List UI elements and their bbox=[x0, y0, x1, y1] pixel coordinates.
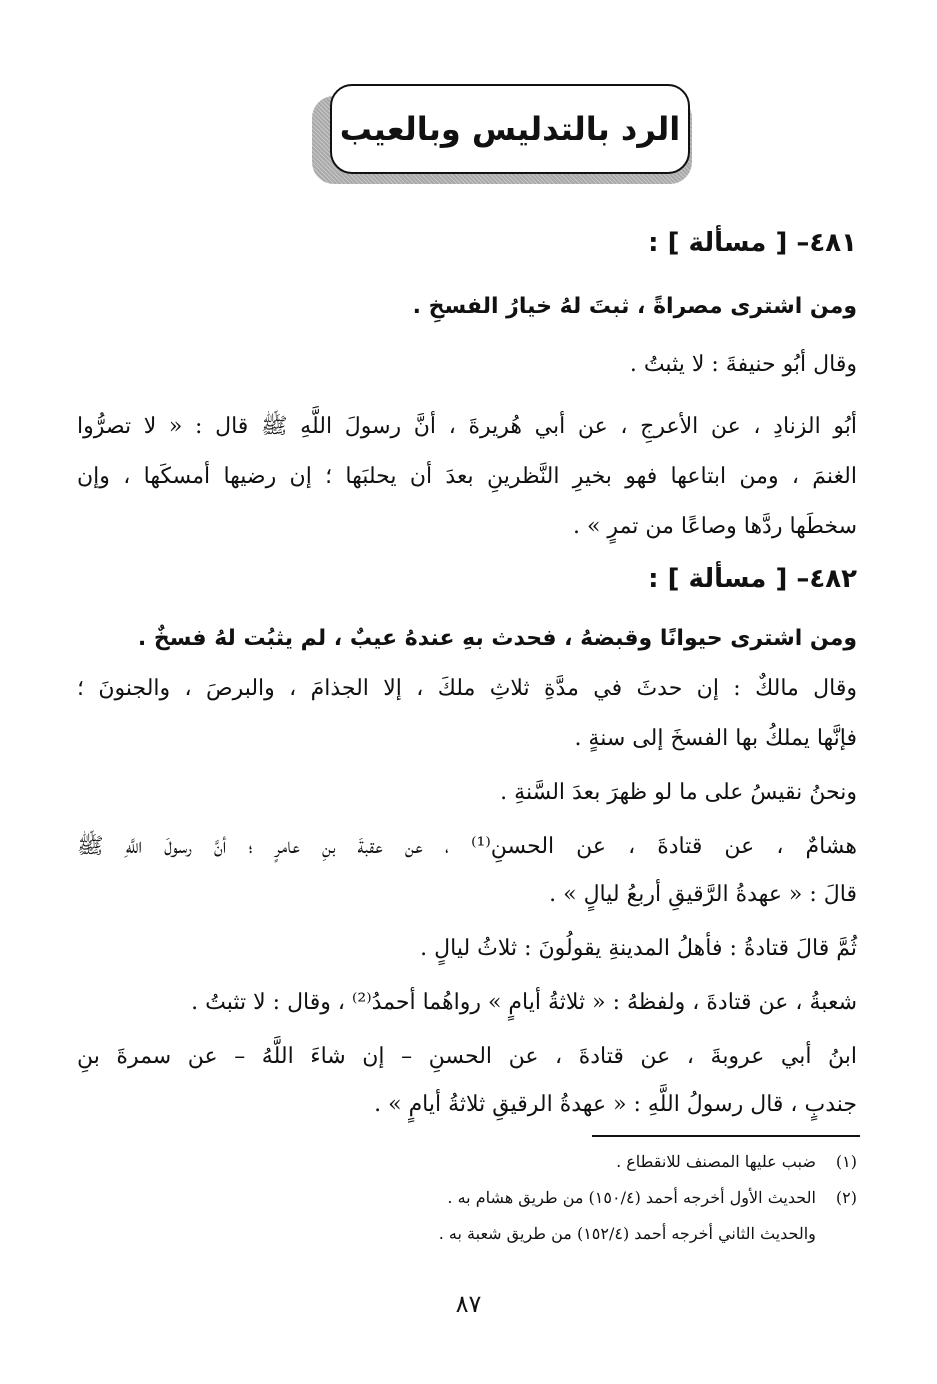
issue-482-statement: ومن اشترى حيوانًا وقبضهُ ، فحدث بهِ عندهُ عيبٌ ، لم يثبُت لهُ فسخٌ . bbox=[137, 626, 857, 651]
footnote-separator bbox=[592, 1135, 860, 1137]
issue-481-hadith-line-2: الغنمَ ، ومن ابتاعها فهو بخيرِ النَّظرينِ بعدَ أن يحلبَها ؛ إن رضيها أمسكَها ، وإن bbox=[77, 464, 857, 489]
footnote-2-number: (٢) bbox=[835, 1188, 857, 1207]
footnote-1-text: ضبب عليها المصنف للانقطاع . bbox=[616, 1152, 816, 1171]
shuba-line: شعبةُ ، عن قتادةَ ، ولفظهُ : « ثلاثةُ أيامٍ » رواهُما أحمدُ⁽²⁾ ، وقال : لا تثبتُ . bbox=[191, 990, 857, 1015]
qiyas-line: ونحنُ نقيسُ على ما لو ظهرَ بعدَ السَّنةِ . bbox=[500, 780, 857, 805]
footnote-1 bbox=[77, 1150, 857, 1174]
footnote-2 bbox=[77, 1186, 857, 1210]
qatada-line: ثُمَّ قالَ قتادةُ : فأهلُ المدينةِ يقولُونَ : ثلاثُ ليالٍ . bbox=[420, 936, 857, 961]
page-number: ٨٧ bbox=[455, 1290, 482, 1318]
footnote-2-text: الحديث الأول أخرجه أحمد (١٥٠/٤) من طريق هشام به . bbox=[447, 1188, 816, 1207]
issue-481-hadith-line-3: سخطَها ردَّها وصاعًا من تمرٍ » . bbox=[572, 514, 857, 539]
hisham-chain-line-1: هشامٌ ، عن قتادةَ ، عن الحسنِ⁽¹⁾ ، عن عقبةَ بنِ عامرٍ ؛ أنَّ رسولَ اللَّهِ ﷺ bbox=[77, 834, 858, 859]
issue-481-statement: ومن اشترى مصراةً ، ثبتَ لهُ خيارُ الفسخِ . bbox=[412, 294, 857, 319]
footnote-2-continuation bbox=[77, 1222, 857, 1246]
issue-481-heading: ٤٨١– [ مسألة ] : bbox=[648, 228, 857, 258]
title-frame bbox=[330, 84, 690, 174]
footnote-1-number: (١) bbox=[835, 1152, 857, 1171]
arouba-chain-line-1: ابنُ أبي عروبةَ ، عن قتادةَ ، عن الحسنِ – إن شاءَ اللَّهُ – عن سمرةَ بنِ bbox=[77, 1044, 857, 1069]
issue-481-hadith-line-1: أبُو الزنادِ ، عن الأعرجِ ، عن أبي هُريرةَ ، أنَّ رسولَ اللَّهِ ﷺ قال : « لا تصرُّوا bbox=[77, 414, 857, 439]
chapter-title: الرد بالتدليس وبالعيب bbox=[339, 110, 681, 148]
malik-opinion-line-2: فإنَّها يملكُ بها الفسخَ إلى سنةٍ . bbox=[574, 726, 857, 751]
hisham-chain-line-2: قالَ : « عهدةُ الرَّقيقِ أربعُ ليالٍ » . bbox=[549, 882, 857, 907]
issue-482-heading: ٤٨٢– [ مسألة ] : bbox=[648, 564, 857, 594]
footnote-2-continuation-text: والحديث الثاني أخرجه أحمد (١٥٢/٤) من طريق شعبة به . bbox=[438, 1224, 816, 1243]
malik-opinion-line-1: وقال مالكٌ : إن حدثَ في مدَّةِ ثلاثِ ملكَ ، إلا الجذامَ ، والبرصَ ، والجنونَ ؛ bbox=[77, 676, 857, 701]
issue-481-opinion: وقال أبُو حنيفةَ : لا يثبتُ . bbox=[629, 352, 857, 377]
arouba-chain-line-2: جندبٍ ، قال رسولُ اللَّهِ : « عهدةُ الرقيقِ ثلاثةُ أيامٍ » . bbox=[374, 1092, 857, 1117]
